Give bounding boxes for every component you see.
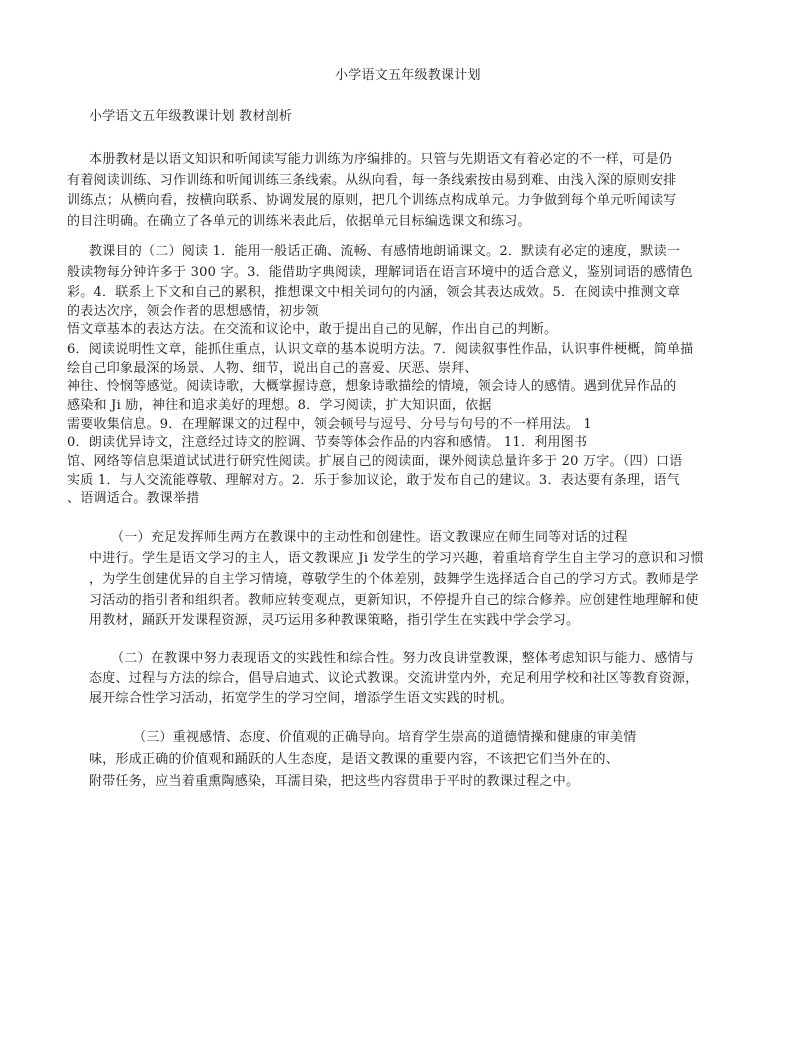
para2-line: 0．朗读优异诗文，注意经过诗文的腔调、节奏等体会作品的内容和感情。 11．利用图书 — [67, 435, 588, 450]
para2-line: 需要收集信息。9．在理解课文的过程中，领会顿号与逗号、分号与句号的不一样用法。 1 — [67, 417, 592, 432]
para2-line: 感染和 Ji 励，神往和追求美好的理想。8．学习阅读，扩大知识面，依据 — [67, 398, 492, 413]
para3-line: （一）充足发挥师生两方在教课中的主动性和创建性。语文教课应在师生同等对话的过程 — [111, 530, 628, 545]
para2-line: 、语调适合。教课举措 — [67, 491, 200, 506]
para2-line: 神往、怜悯等感觉。阅读诗歌，大概掌握诗意，想象诗歌描绘的情境，领会诗人的感情。遇到优异作品的 — [67, 379, 677, 394]
para5-line: 味，形成正确的价值观和踊跃的人生态度，是语文教课的重要内容，不该把它们当外在的、 — [89, 752, 620, 767]
para2-line: 的表达次序，领会作者的思想感情，初步领 — [67, 304, 319, 319]
para4-line: （二）在教课中努力表现语文的实践性和综合性。努力改良讲堂教课，整体考虑知识与能力、感情与 — [111, 651, 695, 666]
para2-line: 悟文章基本的表达方法。在交流和议论中，敢于提出自己的见解，作出自己的判断。 — [67, 322, 558, 337]
para3-line: 习活动的指引者和组织者。教师应转变观点，更新知识，不停提升自己的综合修养。应创建性地理解和使 — [89, 593, 699, 608]
para1-line: 有着阅读训练、习作训练和听闻训练三条线索。从纵向看，每一条线索按由易到难、由浅入深的原则安排 — [67, 173, 677, 188]
para3-line: 中进行。学生是语文学习的主人，语文教课应 Ji 发学生的学习兴趣，着重培育学生自主学习的意识和习惯 — [89, 551, 704, 566]
para1-line: 本册教材是以语文知识和听闻读写能力训练为序编排的。只管与先期语文有着必定的不一样，可是仍 — [89, 152, 673, 167]
document-title: 小学语文五年级教课计划 — [335, 68, 481, 83]
para2-line: 绘自己印象最深的场景、人物、细节，说出自己的喜爱、厌恶、崇拜、 — [67, 361, 478, 376]
para5-line: （三）重视感情、态度、价值观的正确导向。培育学生崇高的道德情操和健康的审美情 — [133, 730, 637, 745]
para2-line: 6．阅读说明性文章，能抓住重点，认识文章的基本说明方法。7．阅读叙事性作品，认识事件梗概，简单描 — [67, 342, 694, 357]
para2-line: 馆、网络等信息渠道试试进行研究性阅读。扩展自己的阅读面，课外阅读总量许多于 20 万字。（四）口语 — [67, 454, 683, 469]
para2-line: 实质 1．与人交流能尊敬、理解对方。2．乐于参加议论，敢于发布自己的建议。3．表达要有条理，语气 — [67, 473, 680, 488]
document-subtitle: 小学语文五年级教课计划 教材剖析 — [89, 109, 293, 124]
para4-line: 态度、过程与方法的综合，倡导启迪式、议论式教课。交流讲堂内外，充足利用学校和社区等教育资源， — [89, 671, 699, 686]
para5-line: 附带任务，应当着重熏陶感染，耳濡目染，把这些内容贯串于平时的教课过程之中。 — [89, 774, 580, 789]
para4-line: 展开综合性学习活动，拓宽学生的学习空间，增添学生语文实践的时机。 — [89, 691, 514, 706]
para3-line: ，为学生创建优异的自主学习情境，尊敬学生的个体差别，鼓舞学生选择适合自己的学习方式。教师是学 — [89, 572, 699, 587]
para2-line: 般读物每分钟许多于 300 字。3．能借助字典阅读，理解词语在语言环境中的适合意义，鉴别词语的感情色 — [67, 265, 693, 280]
para3-line: 用教材，踊跃开发课程资源，灵巧运用多种教课策略，指引学生在实践中学会学习。 — [89, 613, 580, 628]
para2-line: 彩。4．联系上下文和自己的累积，推想课文中相关词句的内涵，领会其表达成效。5．在阅读中推测文章 — [67, 285, 681, 300]
para1-line: 训练点；从横向看，按横向联系、协调发展的原则，把几个训练点构成单元。力争做到每个单元听闻读写 — [67, 193, 677, 208]
para2-line: 教课目的（二）阅读 1．能用一般话正确、流畅、有感情地朗诵课文。2．默读有必定的速度，默读一 — [89, 244, 681, 259]
para1-line: 的目注明确。在确立了各单元的训练米表此后，依据单元目标编选课文和练习。 — [67, 214, 531, 229]
